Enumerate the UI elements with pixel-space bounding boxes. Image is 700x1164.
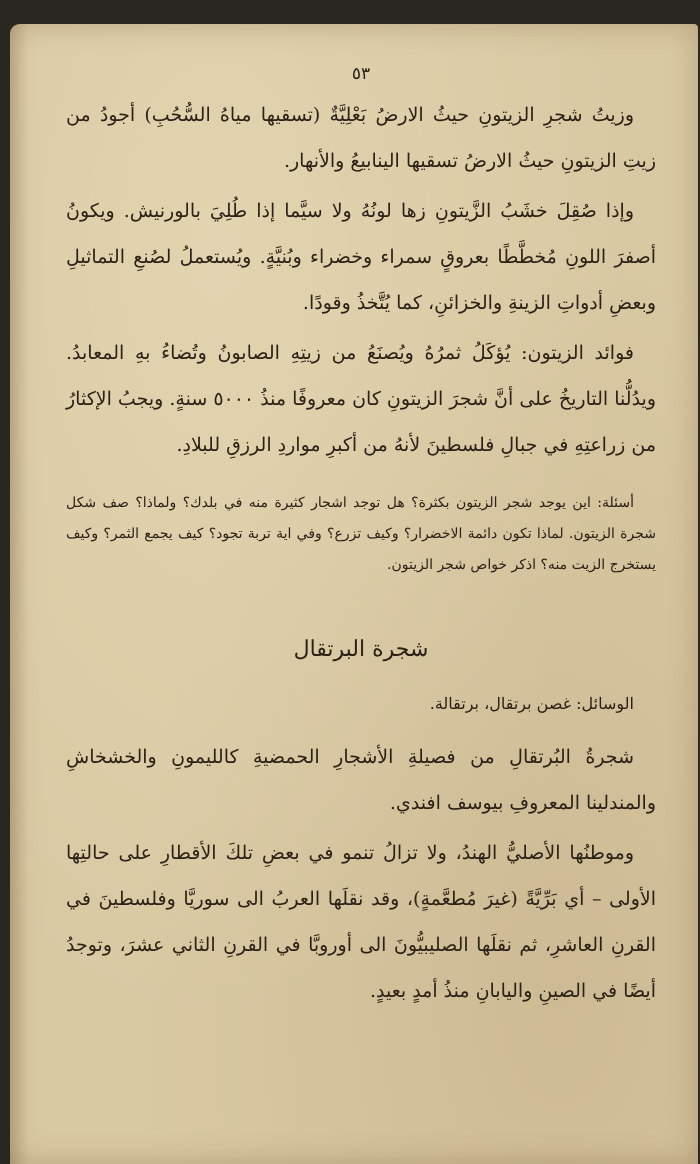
olive-wood-paragraph: وإذا صُقِلَ خشَبُ الزَّيتونِ زها لونُهُ ولا سيَّما إذا طُلِيَ بالورنيش. ويكونُ أصفرَ اللونِ مُخطَّطًا بعروقٍ سمراء وخضراء وبُنيَّةٍ. ويُستعملُ لصُنعِ التماثيلِ وبعضِ أدواتِ الزينةِ والخزائنِ، كما يُتَّخذُ وقودًا. (66, 200, 656, 314)
olive-oil-paragraph: وزيتُ شجرِ الزيتونِ حيثُ الارضُ بَعْلِيَّةٌ (تسقيها مياهُ السُّحُبِ) أجودُ من زيتِ الزيتونِ حيثُ الارضُ تسقيها الينابيعُ والأنهار. (66, 104, 656, 172)
orange-family-paragraph: شجرةُ البُرتقالِ من فصيلةِ الأشجارِ الحمضيةِ كالليمونِ والخشخاشِ والمندلينا المعروفِ بيوسف افندي. (66, 746, 656, 814)
questions-paragraph: أسئلة: اين يوجد شجر الزيتون بكثرة؟ هل توجد اشجار كثيرة منه في بلدك؟ ولماذا؟ صف شكل شجرة الزيتون. لماذا تكون دائمة الاخضرار؟ وكيف تزرع؟ وفي اية تربة تجود؟ كيف يجمع الثمر؟ وكيف يستخرج الزيت منه؟ اذكر خواص شجر الزيتون. (66, 495, 656, 573)
teaching-means: الوسائل: غصن برتقال، برتقالة. (429, 694, 634, 713)
book-page (10, 24, 698, 1164)
orange-origin-paragraph: وموطنُها الأصليُّ الهندُ، ولا تزالُ تنمو في بعضِ تلكَ الأقطارِ على حالتِها الأولى – أي بَرِّيَّةً (غيرَ مُطعَّمةٍ)، وقد نقلَها العربُ الى سوريَّا وفلسطينَ في القرنِ العاشرِ، ثم نقلَها الصليبيُّونَ الى أوروبَّا في القرنِ الثاني عشرَ، وتوجدُ أيضًا في الصينِ واليابانِ منذُ أمدٍ بعيدٍ. (66, 842, 656, 1002)
section-title: شجرة البرتقال (293, 637, 429, 662)
page-content (66, 64, 656, 1014)
olive-benefits-paragraph: فوائد الزيتون: يُؤكَلُ ثمرُهُ ويُصنَعُ من زيتِهِ الصابونُ وتُضاءُ بهِ المعابدُ. ويدُلُّنا التاريخُ على أنَّ شجرَ الزيتونِ كان معروفًا منذُ ٥٠٠٠ سنةٍ. ويجبُ الإكثارُ من زراعتِهِ في جبالِ فلسطينَ لأنهُ من أكبرِ مواردِ الرزقِ للبلادِ. (66, 342, 656, 456)
page-number: ٥٣ (351, 64, 371, 84)
